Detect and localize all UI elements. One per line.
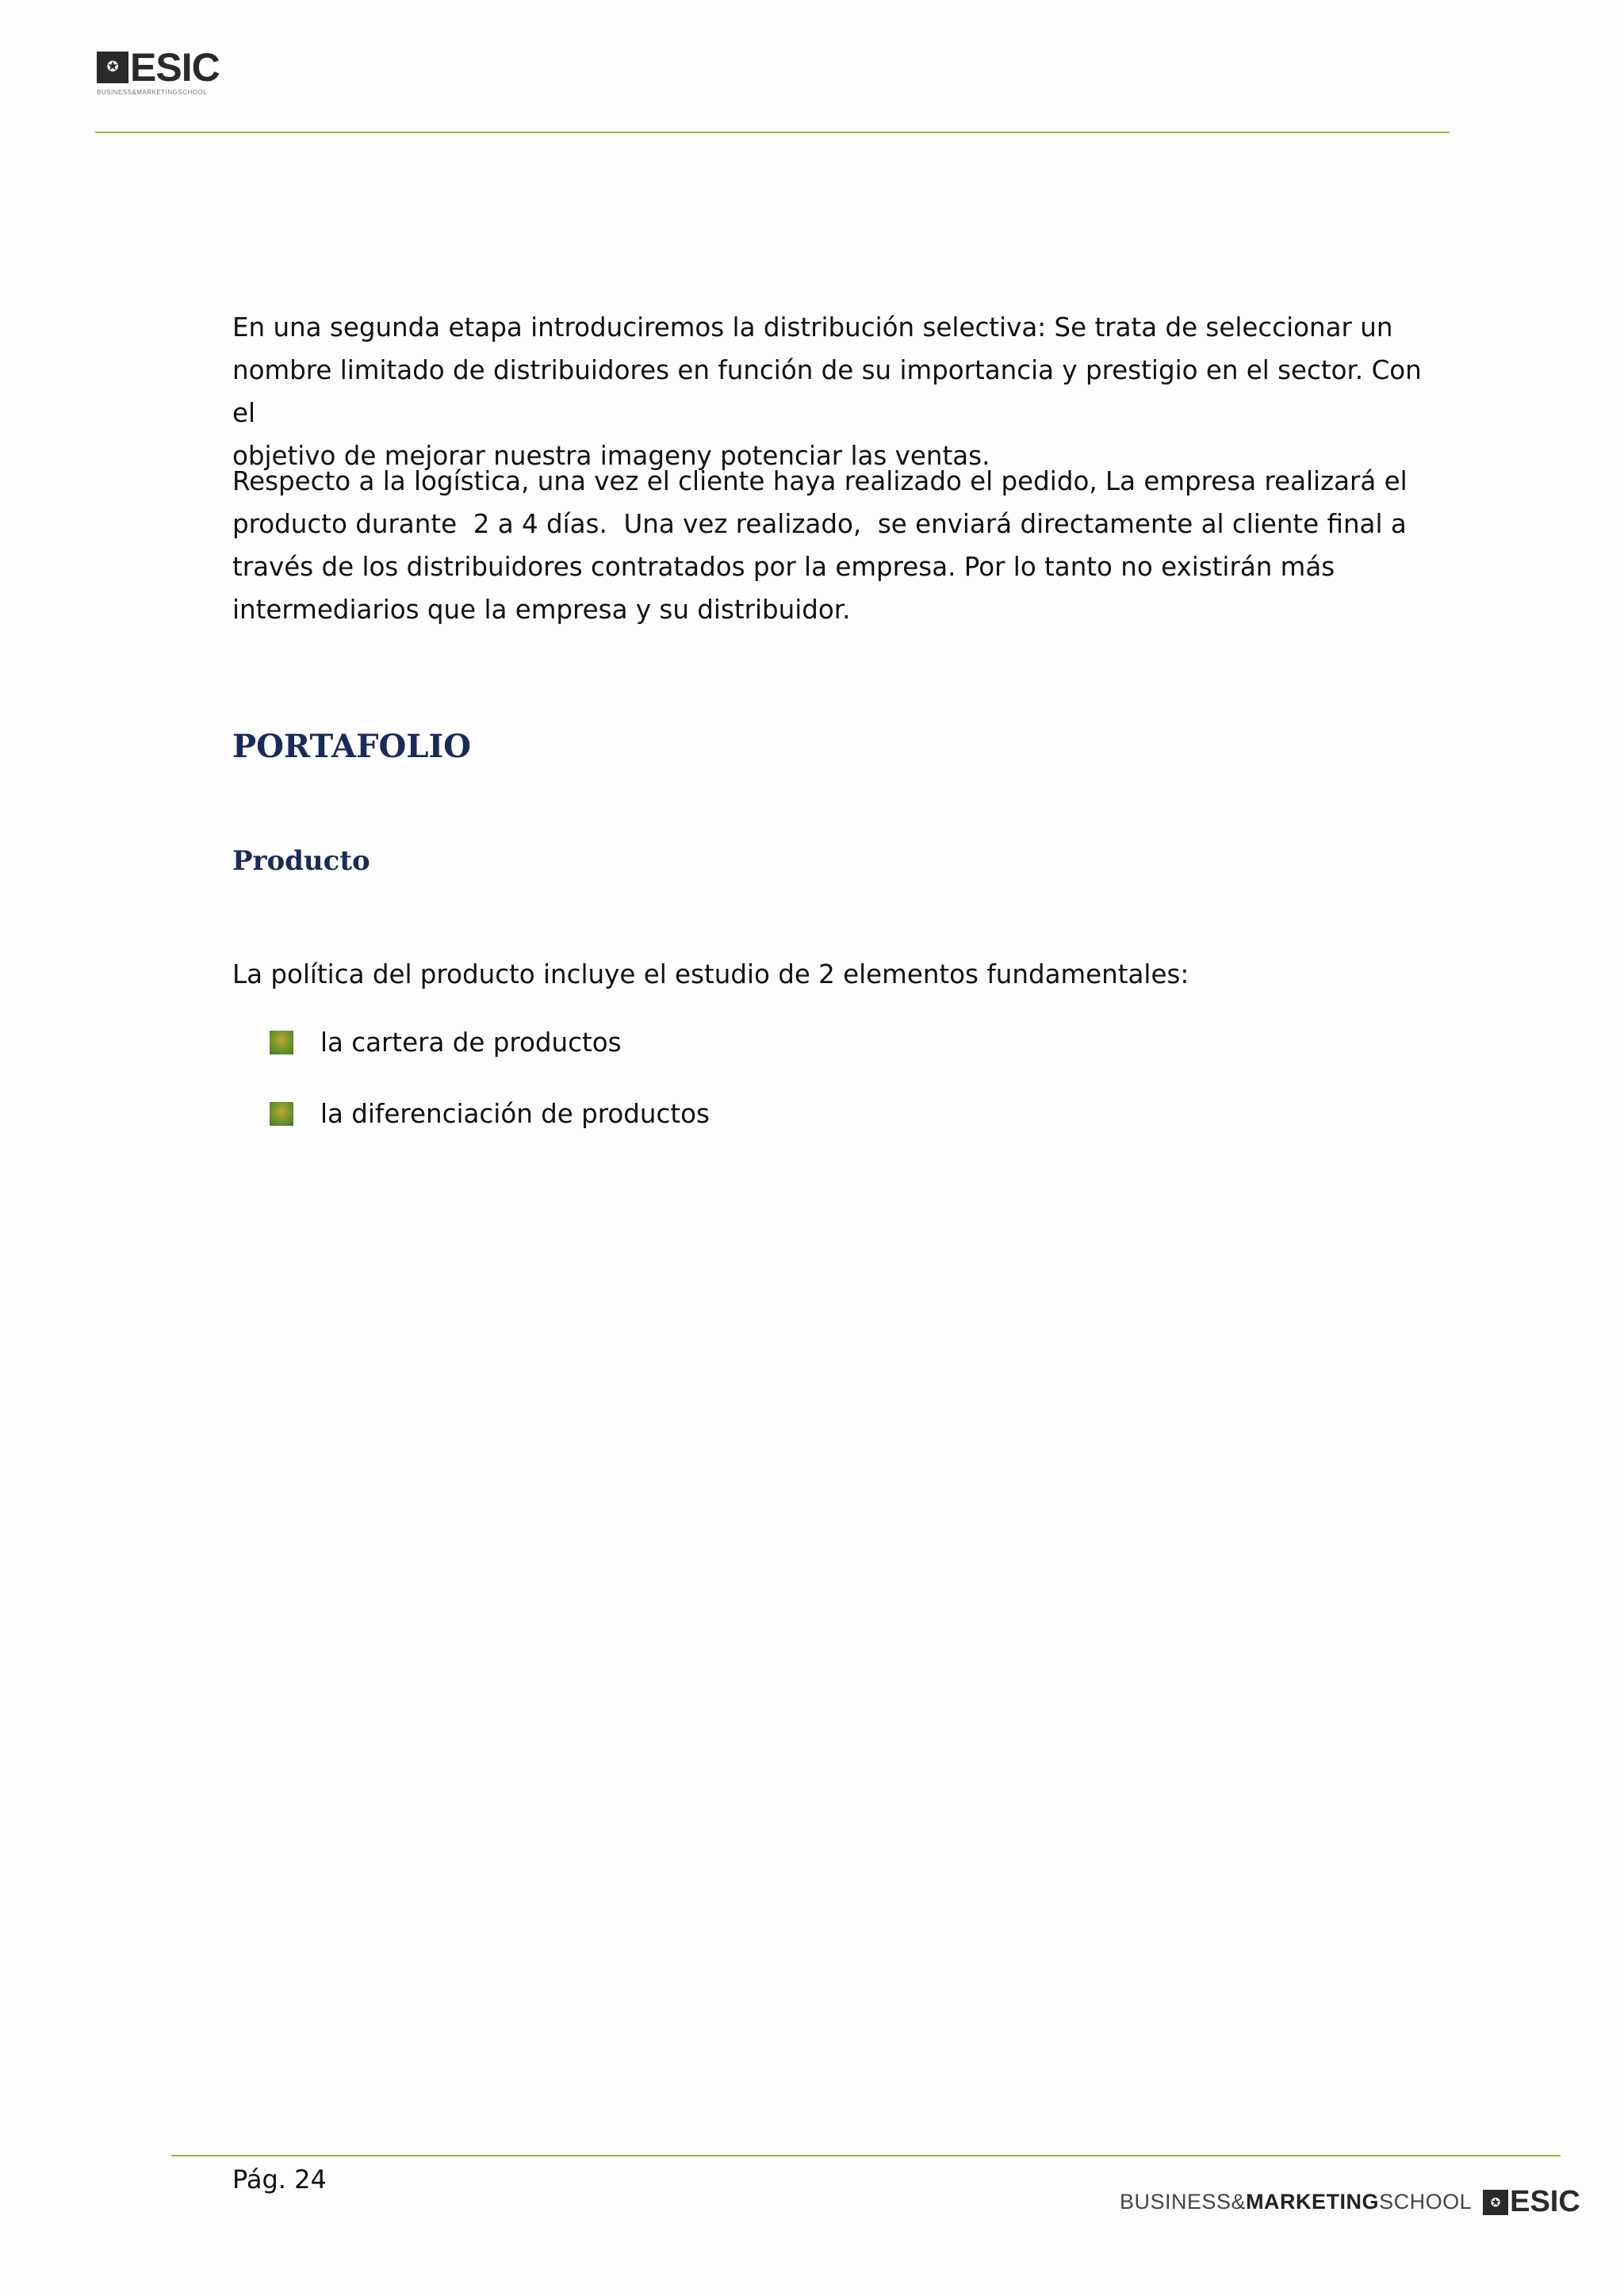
header-logo bbox=[97, 45, 249, 103]
seal-icon: ✪ bbox=[97, 52, 128, 83]
logo-tagline: BUSINESS&MARKETINGSCHOOL bbox=[97, 89, 208, 96]
heading-producto: Producto bbox=[232, 845, 370, 877]
list-item-label: la diferenciación de productos bbox=[320, 1099, 710, 1129]
footer-tagline bbox=[1120, 2190, 1472, 2214]
tagline-business: BUSINESS& bbox=[1120, 2190, 1247, 2214]
header-rule bbox=[95, 132, 1450, 133]
footer-wordmark: ESIC bbox=[1510, 2185, 1580, 2218]
seal-icon: ✪ bbox=[1483, 2190, 1508, 2215]
footer-rule bbox=[171, 2155, 1561, 2156]
list-item bbox=[270, 1093, 710, 1135]
footer-logo bbox=[1120, 2185, 1580, 2219]
bullet-square-icon bbox=[270, 1031, 293, 1054]
logo-wordmark: ESIC bbox=[130, 45, 220, 90]
heading-portafolio: PORTAFOLIO bbox=[232, 728, 471, 765]
bullet-list bbox=[270, 1021, 710, 1164]
list-item bbox=[270, 1021, 710, 1064]
tagline-marketing: MARKETING bbox=[1246, 2190, 1380, 2214]
paragraph-intro: La política del producto incluye el estudio de 2 elementos fundamentales: bbox=[232, 959, 1189, 989]
page-number: Pág. 24 bbox=[232, 2164, 327, 2195]
paragraph-logistics: Respecto a la logística, una vez el cliente haya realizado el pedido, La empresa realizará el producto durante 2 a 4 días. Una vez realizado, se enviará directamente al cliente final a través de los distribuidores contratados por la empresa. Por lo tanto no existirán más intermediarios que la empresa y su distribuidor. bbox=[232, 466, 1408, 625]
logo-mark bbox=[97, 45, 249, 90]
tagline-school: SCHOOL bbox=[1379, 2190, 1473, 2214]
bullet-square-icon bbox=[270, 1102, 293, 1126]
list-item-label: la cartera de productos bbox=[320, 1027, 622, 1058]
paragraph-distribution: En una segunda etapa introduciremos la distribución selectiva: Se trata de seleccionar un nombre limitado de distribuidores en función de su importancia y prestigio en el sector. Con el objetivo de mejorar nuestra imageny potenciar las ventas. bbox=[232, 312, 1422, 471]
